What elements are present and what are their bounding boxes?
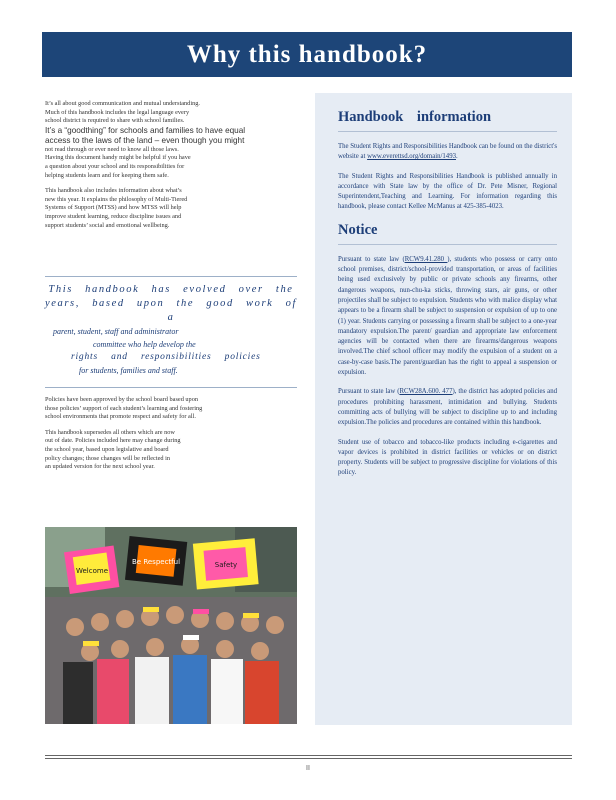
section-heading-notice: Notice <box>338 222 557 245</box>
notice-text: Pursuant to state law ( <box>338 255 405 263</box>
divider <box>45 387 297 388</box>
text-line: new this year. It explains the philosophy of Multi-Tiered <box>45 195 188 203</box>
quote-line: for students, families and staff. <box>79 366 178 375</box>
quote-line: committee who help develop the <box>93 340 196 349</box>
text-line: those policies’ support of each student’s learning and fostering <box>45 404 203 412</box>
pull-quote <box>45 283 297 377</box>
text-line: Much of this handbook includes the legal language every <box>45 108 190 116</box>
text-line: the school year, based upon legislative and board <box>45 445 169 453</box>
intro-section <box>45 100 285 237</box>
notice-text: ), the district has adopted policies and procedures prohibiting harassment, intimidation and bullying. Students committing acts of bullying will be subject to discipline up to and including expulsion.The policies and procedures are contained within this handbook. <box>338 388 557 427</box>
text-line: Policies have been approved by the school board based upon <box>45 396 199 403</box>
sign-text: Be Respectful <box>131 558 181 566</box>
text-line: support students’ social and emotional wellbeing. <box>45 221 170 229</box>
text-line: It’s all about good communication and mutual understanding. <box>45 100 200 107</box>
text-line: Having this document handy might be helpful if you have <box>45 154 191 162</box>
policy-paragraph-2 <box>45 429 285 472</box>
policy-paragraph-1 <box>45 396 285 422</box>
divider <box>45 276 297 277</box>
notice-paragraph-3: Student use of tobacco and tobacco-like products including e-cigarettes and vapor devices is prohibited in district facilities or vehicles or on district property. Students will be subject to progressive discipline for violations of this policy. <box>338 438 557 477</box>
text-line: helping students learn and for keeping them safe. <box>45 171 169 179</box>
intro-paragraph-2 <box>45 187 285 230</box>
text-line: school environments that promote respect and safety for all. <box>45 413 196 421</box>
quote-line: rights and responsibilities policies <box>71 352 261 362</box>
text-line: improve student learning, reduce discipline issues and <box>45 212 182 220</box>
text-line-emphasis: It’s a “goodthing” for schools and families to have equal <box>45 125 246 135</box>
policy-section <box>45 396 285 479</box>
district-website-link[interactable]: www.everettsd.org/domain/1493 <box>367 153 456 161</box>
notice-text: ), students who possess or carry onto school premises, district/school-provided transportation, or areas of facilities being used exclusively by public or private schools any firearms, other dangerous weapons, nun-chu-ka sticks, throwing stars, air guns, or other projectiles shall be subject to expulsion. Students who with malice display what appears to be a firearm shall be subject to suspension or expulsion of up to one (1) year. Students carrying or possessing a firearm shall be subject to a one-year mandatory expulsion.The parent/ guardian and appropriate law enforcement agencies will be contacted when there are firearms/dangerous weapons involved.The chief school officer may modify the expulsion of a student on a case-by-case basis.The parent/guardian has the right to appeal a suspension or expulsion. <box>338 255 557 377</box>
quote-line: This handbook has evolved over the <box>48 284 294 295</box>
text-line: out of date. Policies included here may change during <box>45 437 181 445</box>
info-text: The Student Rights and Responsibilities Handbook can be found on the district's website at <box>338 143 557 161</box>
page-number: II <box>306 765 310 772</box>
text-line: a question about your school and its responsibilities for <box>45 162 185 170</box>
text-line: not read through or ever need to know all those laws. <box>45 145 179 153</box>
text-line: school district is required to share with school families. <box>45 117 185 125</box>
text-line: an updated version for the next school year. <box>45 463 155 471</box>
sign-text: Safety <box>214 561 238 569</box>
info-sidebar <box>315 93 572 725</box>
page-title: Why this handbook? <box>186 41 428 68</box>
page-title-banner <box>42 32 572 77</box>
intro-paragraph-1 <box>45 100 285 180</box>
students-photo-illustration <box>45 527 297 724</box>
info-paragraph-2: The Student Rights and Responsibilities Handbook is published annually in accordance with State law by the office of Dr. Pete Misner, Regional Superintendent,Teaching and Learning. For information regarding this handbook, please contact Kellee McManus at 425-385-4023. <box>338 172 557 211</box>
info-paragraph-1 <box>338 142 557 163</box>
footer-divider <box>45 755 572 756</box>
notice-paragraph-2 <box>338 387 557 428</box>
quote-line: parent, student, staff and administrator <box>53 327 179 336</box>
text-line-emphasis: access to the laws of the land – even though you might <box>45 135 245 145</box>
notice-paragraph-1 <box>338 255 557 379</box>
notice-text: Pursuant to state law ( <box>338 388 400 396</box>
text-line: policy changes; those changes will be reflected in <box>45 454 171 462</box>
info-text-end: . <box>456 153 458 161</box>
rcw-28a-600-477-link[interactable]: RCW28A.600. 477 <box>399 388 453 396</box>
footer-divider <box>45 758 572 759</box>
text-line: This handbook supersedes all others which are now <box>45 428 175 436</box>
section-heading-handbook-information: Handbook information <box>338 109 557 132</box>
sign-text: Welcome <box>75 567 109 575</box>
text-line: This handbook also includes information about what’s <box>45 187 182 195</box>
students-photo <box>45 527 297 724</box>
rcw-9-41-280-link[interactable]: RCW9.41.280 <box>404 255 448 263</box>
text-line: Systems of Support (MTSS) and how MTSS will help <box>45 204 182 212</box>
quote-line: years, based upon the good work of a <box>45 298 298 323</box>
